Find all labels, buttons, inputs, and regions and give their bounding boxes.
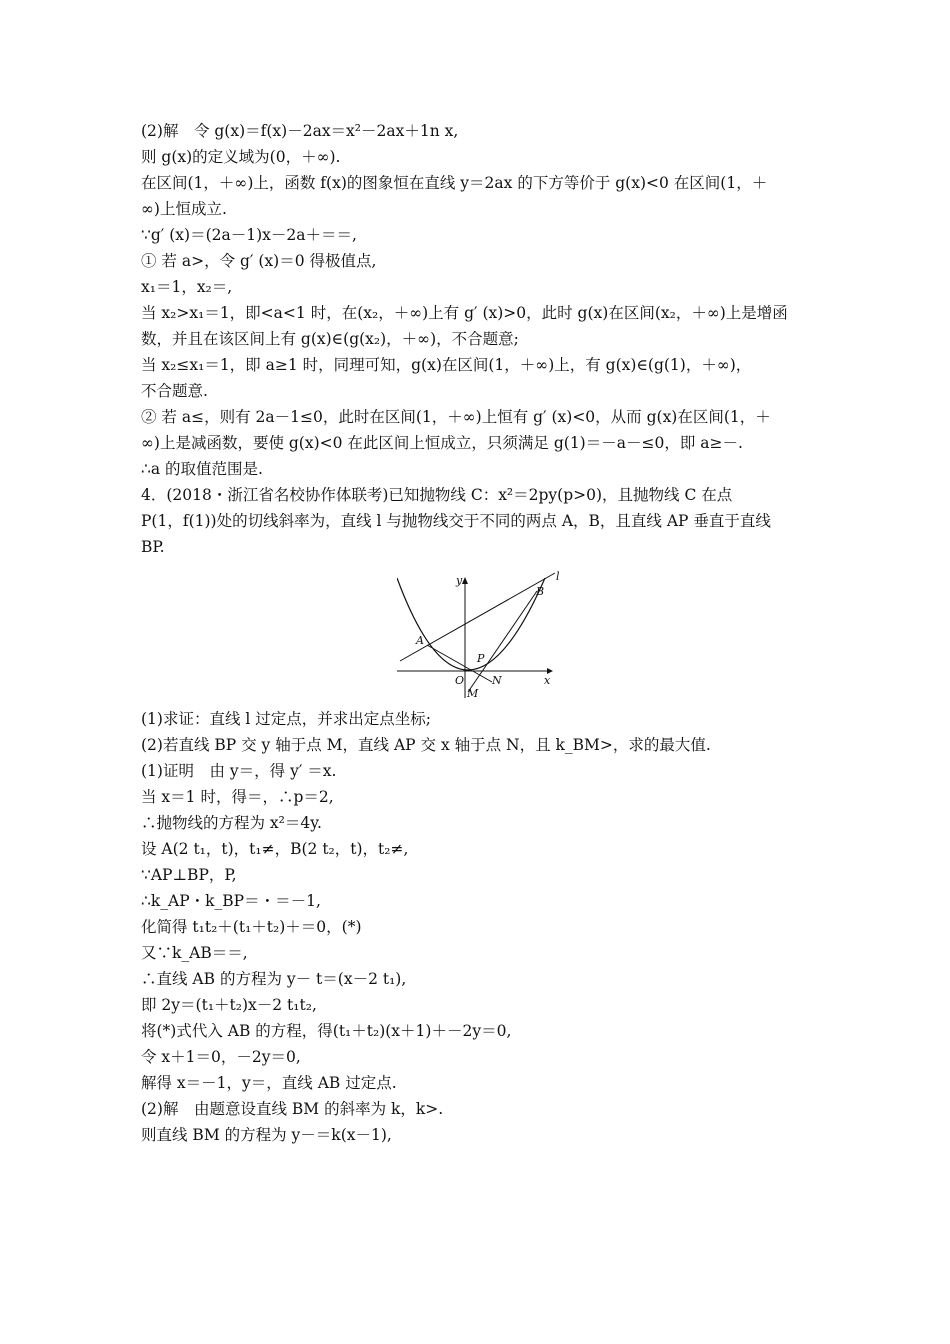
text-line: ∵AP⊥BP，P, [141,866,237,884]
text-line: ∴抛物线的方程为 x²＝4y. [141,814,322,832]
label-B: B [536,585,545,598]
label-x: x [544,674,551,687]
text-line: 当 x＝1 时，得＝，∴p＝2, [141,788,334,806]
text-line: ∴a 的取值范围是. [141,460,263,478]
text-line: 设 A(2 t₁，t)，t₁≠，B(2 t₂，t)，t₂≠, [141,840,409,858]
text-line: 化简得 t₁t₂＋(t₁＋t₂)＋＝0，(*) [141,918,362,936]
text-line: 当 x₂≤x₁＝1，即 a≥1 时，同理可知，g(x)在区间(1，＋∞)上，有 g(x)∈(g(1)，＋∞)， [141,356,752,374]
problem-4-block [141,482,813,560]
text-line: (2)解 由题意设直线 BM 的斜率为 k，k>. [141,1100,444,1118]
label-N: N [492,674,502,687]
text-line: (2)若直线 BP 交 y 轴于点 M，直线 AP 交 x 轴于点 N，且 k_BM>，求的最大值. [141,736,711,754]
text-line: 则 g(x)的定义域为(0，＋∞). [141,148,341,166]
document-page [141,118,813,1148]
text-line: 又∵k_AB＝＝, [141,944,248,962]
label-M: M [467,687,479,700]
label-A: A [416,634,424,647]
text-line: 数，并且在该区间上有 g(x)∈(g(x₂)，＋∞)，不合题意; [141,330,519,348]
label-P: P [477,652,485,665]
text-line: 解得 x＝－1，y＝，直线 AB 过定点. [141,1074,397,1092]
parabola-diagram [397,570,577,700]
text-line: 不合题意. [141,382,208,400]
problem-statement-line: P(1，f(1))处的切线斜率为，直线 l 与抛物线交于不同的两点 A，B，且直线 AP 垂直于直线 [141,512,771,530]
text-line: 在区间(1，＋∞)上，函数 f(x)的图象恒在直线 y＝2ax 的下方等价于 g(x)<0 在区间(1，＋ [141,174,768,192]
label-y: y [456,574,463,587]
text-line: ∵g′ (x)＝(2a－1)x－2a＋＝＝, [141,226,357,244]
y-axis-arrow [462,577,468,584]
text-line: 将(*)式代入 AB 的方程，得(t₁＋t₂)(x＋1)＋－2y＝0, [141,1022,512,1040]
parabola-figure [397,570,577,700]
text-line: (1)求证：直线 l 过定点，并求出定点坐标; [141,710,431,728]
line-l [400,573,555,661]
solution-part-2-block [141,118,813,482]
text-line: 令 x＋1＝0，－2y＝0, [141,1048,301,1066]
label-l: l [556,570,560,583]
problem-statement-line: 4．(2018・浙江省名校协作体联考)已知抛物线 C：x²＝2py(p>0)，且抛物线 C 在点 [141,486,733,504]
text-line: ∞)上是减函数，要使 g(x)<0 在此区间上恒成立，只须满足 g(1)＝－a－≤0，即 a≥－. [141,434,743,452]
problem-4-questions-and-solution [141,706,813,1148]
text-line: (2)解 令 g(x)＝f(x)－2ax＝x²－2ax＋1n x, [141,122,459,140]
text-line: ② 若 a≤，则有 2a－1≤0，此时在区间(1，＋∞)上恒有 g′ (x)<0，从而 g(x)在区间(1，＋ [141,408,771,426]
text-line: x₁＝1，x₂＝, [141,278,233,296]
label-O: O [455,674,465,687]
text-line: 则直线 BM 的方程为 y－＝k(x－1), [141,1126,392,1144]
text-line: 即 2y＝(t₁＋t₂)x－2 t₁t₂, [141,996,317,1014]
text-line: 当 x₂>x₁＝1，即<a<1 时，在(x₂，＋∞)上有 g′ (x)>0，此时 g(x)在区间(x₂，＋∞)上是增函 [141,304,788,322]
text-line: ① 若 a>，令 g′ (x)＝0 得极值点, [141,252,377,270]
line-BM [468,591,537,692]
text-line: ∴k_AP・k_BP＝・＝－1, [141,892,321,910]
problem-statement-line: BP. [141,538,165,556]
text-line: ∞)上恒成立. [141,200,227,218]
text-line: ∴直线 AB 的方程为 y－ t＝(x－2 t₁), [141,970,407,988]
text-line: (1)证明 由 y＝，得 y′ ＝x. [141,762,337,780]
